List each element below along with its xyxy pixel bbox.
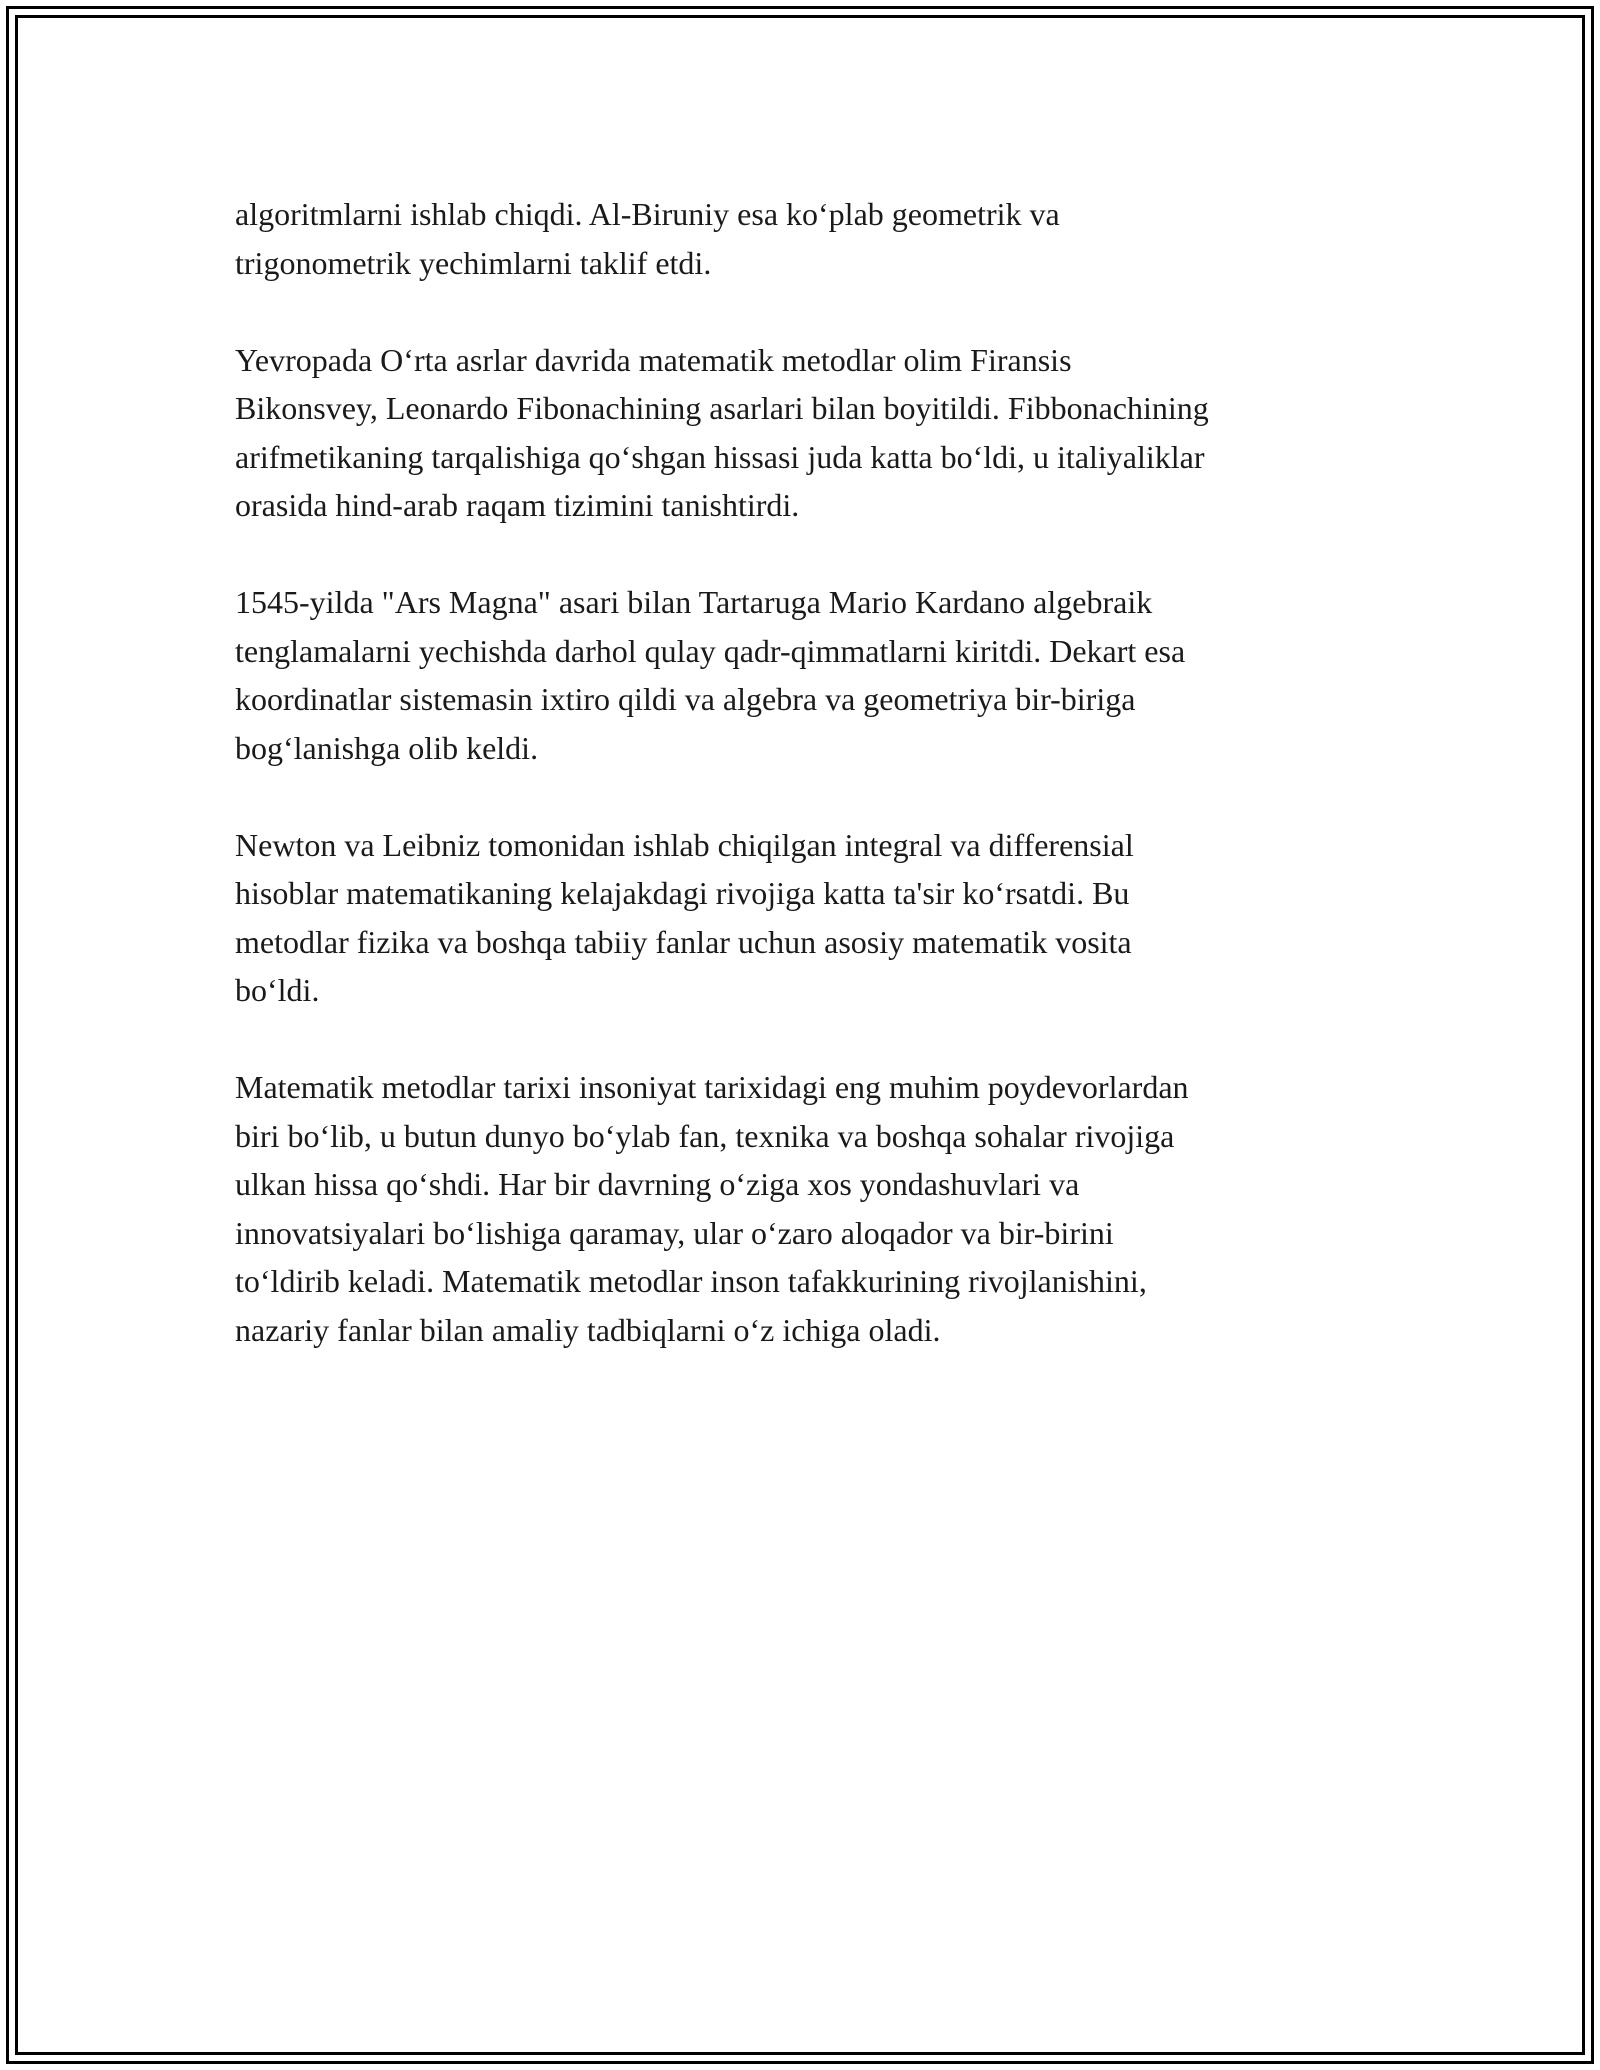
paragraph-4: Newton va Leibniz tomonidan ishlab chiqilgan integral va differensial hisoblar matematikaning kelajakdagi rivojiga katta ta'sir ko‘rsatdi. Bu metodlar fizika va boshqa tabiiy fanlar uchun asosiy matematik vosita bo‘ldi.	[235, 826, 1134, 1008]
document-body	[235, 190, 1385, 1403]
paragraph-3: 1545-yilda "Ars Magna" asari bilan Tartaruga Mario Kardano algebraik tenglamalarni yechishda darhol qulay qadr-qimmatlarni kiritdi. Dekart esa koordinatlar sistemasin ixtiro qildi va algebra va geometriya bir-biriga bog‘lanishga olib keldi.	[235, 584, 1186, 766]
paragraph-2: Yevropada O‘rta asrlar davrida matematik metodlar olim Firansis Bikonsvey, Leonardo Fibonachining asarlari bilan boyitildi. Fibbonachining arifmetikaning tarqalishiga qo‘shgan hissasi juda katta bo‘ldi, u italiyaliklar orasida hind-arab raqam tizimini tanishtirdi.	[235, 341, 1209, 523]
paragraph-1: algoritmlarni ishlab chiqdi. Al-Biruniy esa ko‘plab geometrik va trigonometrik yechimlarni taklif etdi.	[235, 196, 1060, 281]
paragraph-5: Matematik metodlar tarixi insoniyat tarixidagi eng muhim poydevorlardan biri bo‘lib, u butun dunyo bo‘ylab fan, texnika va boshqa sohalar rivojiga ulkan hissa qo‘shdi. Har bir davrning o‘ziga xos yondashuvlari va innovatsiyalari bo‘lishiga qaramay, ular o‘zaro aloqador va bir-birini to‘ldirib keladi. Matematik metodlar inson tafakkurining rivojlanishini, nazariy fanlar bilan amaliy tadbiqlarni o‘z ichiga oladi.	[235, 1069, 1189, 1348]
